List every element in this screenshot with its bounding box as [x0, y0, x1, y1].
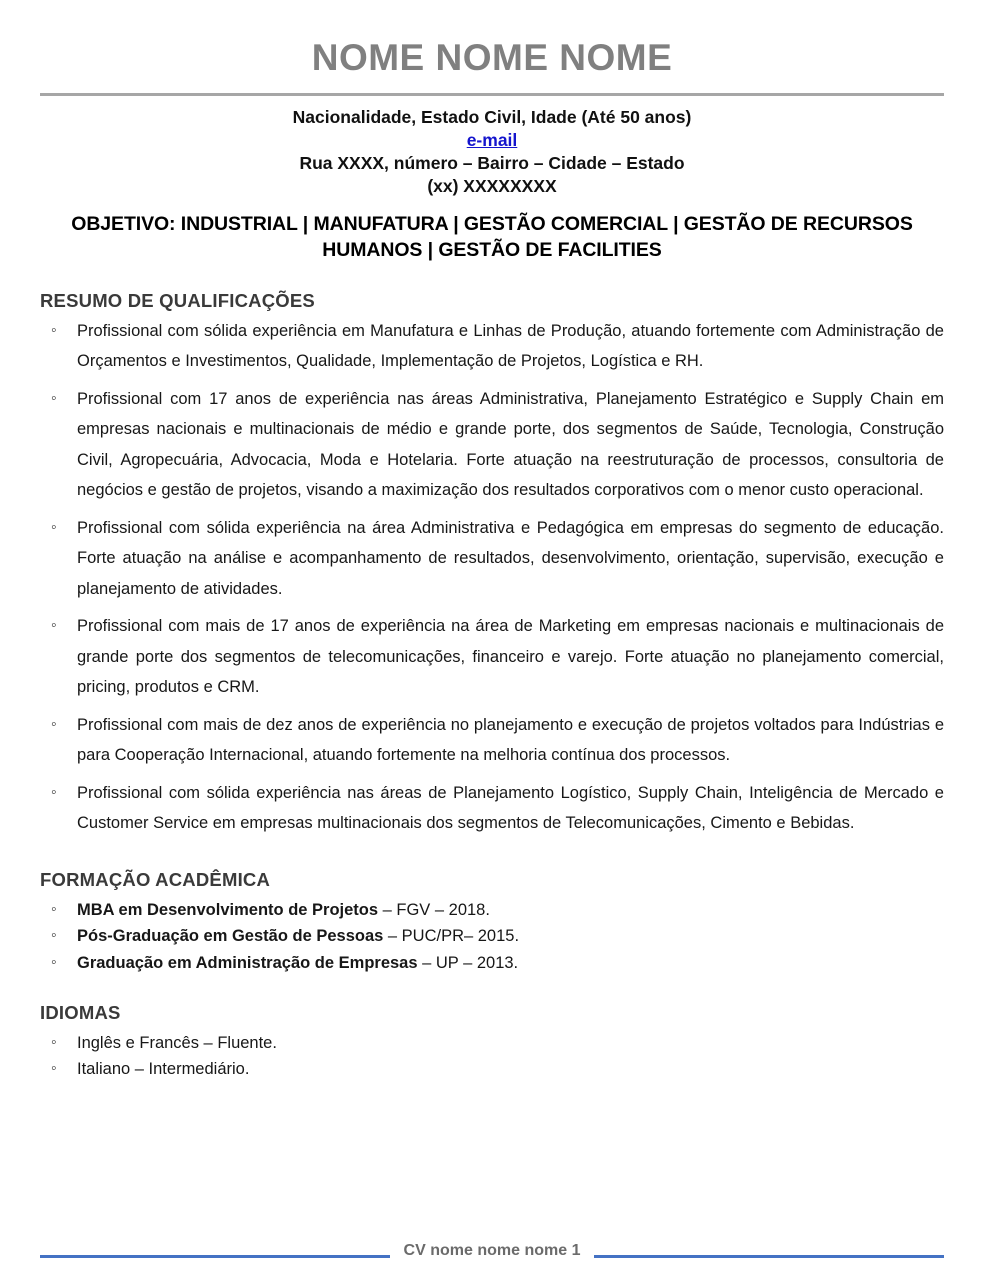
header-divider	[40, 93, 944, 96]
list-item: ◦ Profissional com mais de 17 anos de experiência na área de Marketing em empresas nacionais e multinacionais de grande porte dos segmentos de telecomunicações, financeiro e varejo. Forte atuação no planejamento comercial, pricing, produtos e CRM.	[40, 611, 944, 703]
contact-address: Rua XXXX, número – Bairro – Cidade – Estado	[299, 152, 685, 173]
section-languages	[40, 1002, 944, 1083]
list-item: ◦ Inglês e Francês – Fluente.	[40, 1030, 944, 1056]
footer-text: CV nome nome nome 1	[403, 1242, 581, 1259]
qualifications-list	[40, 316, 944, 839]
footer-rule-right	[594, 1255, 944, 1258]
list-item	[40, 923, 944, 949]
contact-email-line	[40, 129, 944, 152]
contact-phone: (xx) XXXXXXXX	[427, 175, 557, 196]
list-item: ◦ Italiano – Intermediário.	[40, 1056, 944, 1082]
footer-rule-left	[40, 1255, 390, 1258]
section-education	[40, 869, 944, 976]
education-degree: Pós-Graduação em Gestão de Pessoas	[77, 927, 384, 946]
section-heading-education: FORMAÇÃO ACADÊMICA	[40, 868, 271, 890]
objective-statement: OBJETIVO: INDUSTRIAL | MANUFATURA | GESTÃO COMERCIAL | GESTÃO DE RECURSOS HUMANOS | GESTÃO DE FACILITIES	[71, 213, 913, 261]
list-item	[40, 897, 944, 923]
education-detail: – FGV – 2018.	[378, 900, 490, 919]
list-item: ◦ Profissional com sólida experiência nas áreas de Planejamento Logístico, Supply Chain, Inteligência de Mercado e Customer Service em empresas multinacionais dos segmentos de Telecomunicações, Cimento e Bebidas.	[40, 778, 944, 839]
contact-block	[40, 106, 944, 198]
page-footer	[0, 1242, 984, 1260]
section-heading-languages: IDIOMAS	[40, 1001, 121, 1023]
contact-personal-info: Nacionalidade, Estado Civil, Idade (Até 50 anos)	[292, 106, 692, 127]
education-list	[40, 897, 944, 976]
education-degree: Graduação em Administração de Empresas	[77, 953, 418, 972]
page-title: NOME NOME NOME	[311, 37, 673, 78]
list-item: ◦ Profissional com sólida experiência em Manufatura e Linhas de Produção, atuando fortemente com Administração de Orçamentos e Investimentos, Qualidade, Implementação de Projetos, Logística e RH.	[40, 316, 944, 377]
list-item: ◦ Profissional com sólida experiência na área Administrativa e Pedagógica em empresas do segmento de educação. Forte atuação na análise e acompanhamento de resultados, desenvolvimento, orientação, supervisão, execução e planejamento de atividades.	[40, 513, 944, 605]
list-item	[40, 950, 944, 976]
list-item: ◦ Profissional com mais de dez anos de experiência no planejamento e execução de projetos voltados para Indústrias e para Cooperação Internacional, atuando fortemente na melhoria contínua dos processos.	[40, 710, 944, 771]
email-link[interactable]: e-mail	[466, 129, 518, 150]
languages-list	[40, 1030, 944, 1083]
education-detail: – PUC/PR– 2015.	[383, 927, 520, 946]
section-qualifications	[40, 290, 944, 839]
education-degree: MBA em Desenvolvimento de Projetos	[77, 900, 379, 919]
list-item: ◦ Profissional com 17 anos de experiência nas áreas Administrativa, Planejamento Estratégico e Supply Chain em empresas nacionais e multinacionais de médio e grande porte, dos segmentos de Saúde, Tecnologia, Construção Civil, Agropecuária, Advocacia, Moda e Hotelaria. Forte atuação na reestruturação de processos, consultoria de negócios e gestão de projetos, visando a maximização dos resultados corporativos com o menor custo operacional.	[40, 384, 944, 506]
education-detail: – UP – 2013.	[417, 953, 519, 972]
section-heading-qualifications: RESUMO DE QUALIFICAÇÕES	[40, 289, 315, 311]
